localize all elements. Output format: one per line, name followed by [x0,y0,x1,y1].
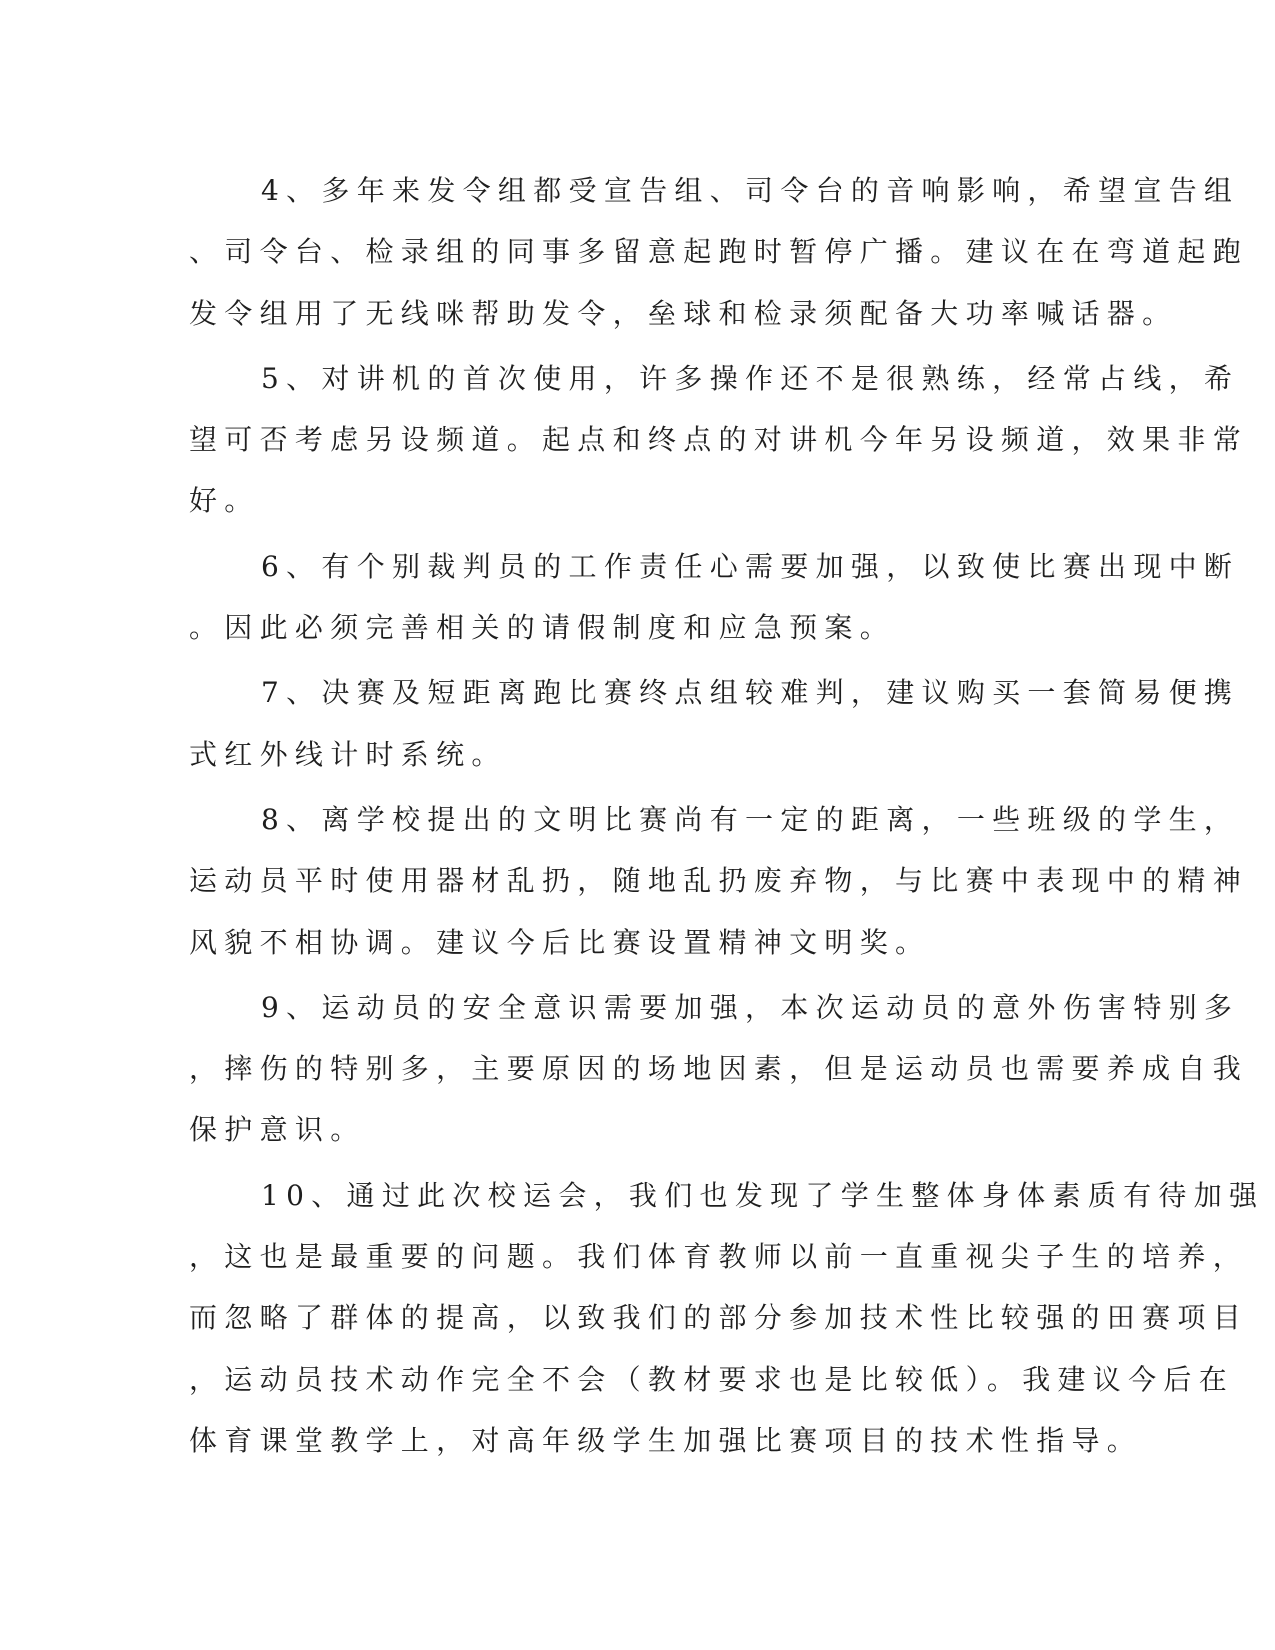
text-line: 5、对讲机的首次使用，许多操作还不是很熟练，经常占线，希 [261,361,1240,395]
text-line: 10、通过此次校运会，我们也发现了学生整体身体素质有待加强 [261,1178,1265,1212]
text-line: 4、多年来发令组都受宣告组、司令台的音响影响，希望宣告组 [261,174,1240,207]
text-line: 保护意识。 [189,1113,366,1147]
paragraph-7 [189,662,1240,785]
text-line: 、司令台、检录组的同事多留意起跑时暂停广播。建议在在弯道起跑 [189,235,1249,269]
text-line: 望可否考虑另设频道。起点和终点的对讲机今年另设频道，效果非常 [189,423,1249,457]
document-body [189,160,1265,1475]
text-line: ，摔伤的特别多，主要原因的场地因素，但是运动员也需要养成自我 [189,1052,1249,1086]
text-line: 8、离学校提出的文明比赛尚有一定的距离，一些班级的学生， [261,802,1240,836]
text-line: 运动员平时使用器材乱扔，随地乱扔废弃物，与比赛中表现中的精神 [189,864,1249,898]
text-line: 6、有个别裁判员的工作责任心需要加强，以致使比赛出现中断 [261,549,1240,583]
text-line: 而忽略了群体的提高，以致我们的部分参加技术性比较强的田赛项目 [189,1301,1249,1335]
paragraph-10 [189,1165,1265,1471]
paragraph-6 [189,536,1240,659]
text-line: ，运动员技术动作完全不会（教材要求也是比较低）。我建议今后在 [189,1362,1235,1396]
text-line: 风貌不相协调。建议今后比赛设置精神文明奖。 [189,925,931,959]
text-line: 好。 [189,484,260,518]
paragraph-9 [189,977,1249,1161]
paragraph-8 [189,789,1249,973]
text-line: 。因此必须完善相关的请假制度和应急预案。 [189,611,896,645]
text-line: 7、决赛及短距离跑比赛终点组较难判，建议购买一套简易便携 [261,676,1240,710]
paragraph-4 [189,160,1249,344]
text-line: 式红外线计时系统。 [189,737,507,771]
text-line: 发令组用了无线咪帮助发令，垒球和检录须配备大功率喊话器。 [189,296,1178,330]
text-line: 9、运动员的安全意识需要加强，本次运动员的意外伤害特别多 [261,990,1240,1024]
text-line: ，这也是最重要的问题。我们体育教师以前一直重视尖子生的培养， [189,1240,1249,1274]
text-line: 体育课堂教学上，对高年级学生加强比赛项目的技术性指导。 [189,1423,1143,1457]
paragraph-5 [189,348,1249,532]
